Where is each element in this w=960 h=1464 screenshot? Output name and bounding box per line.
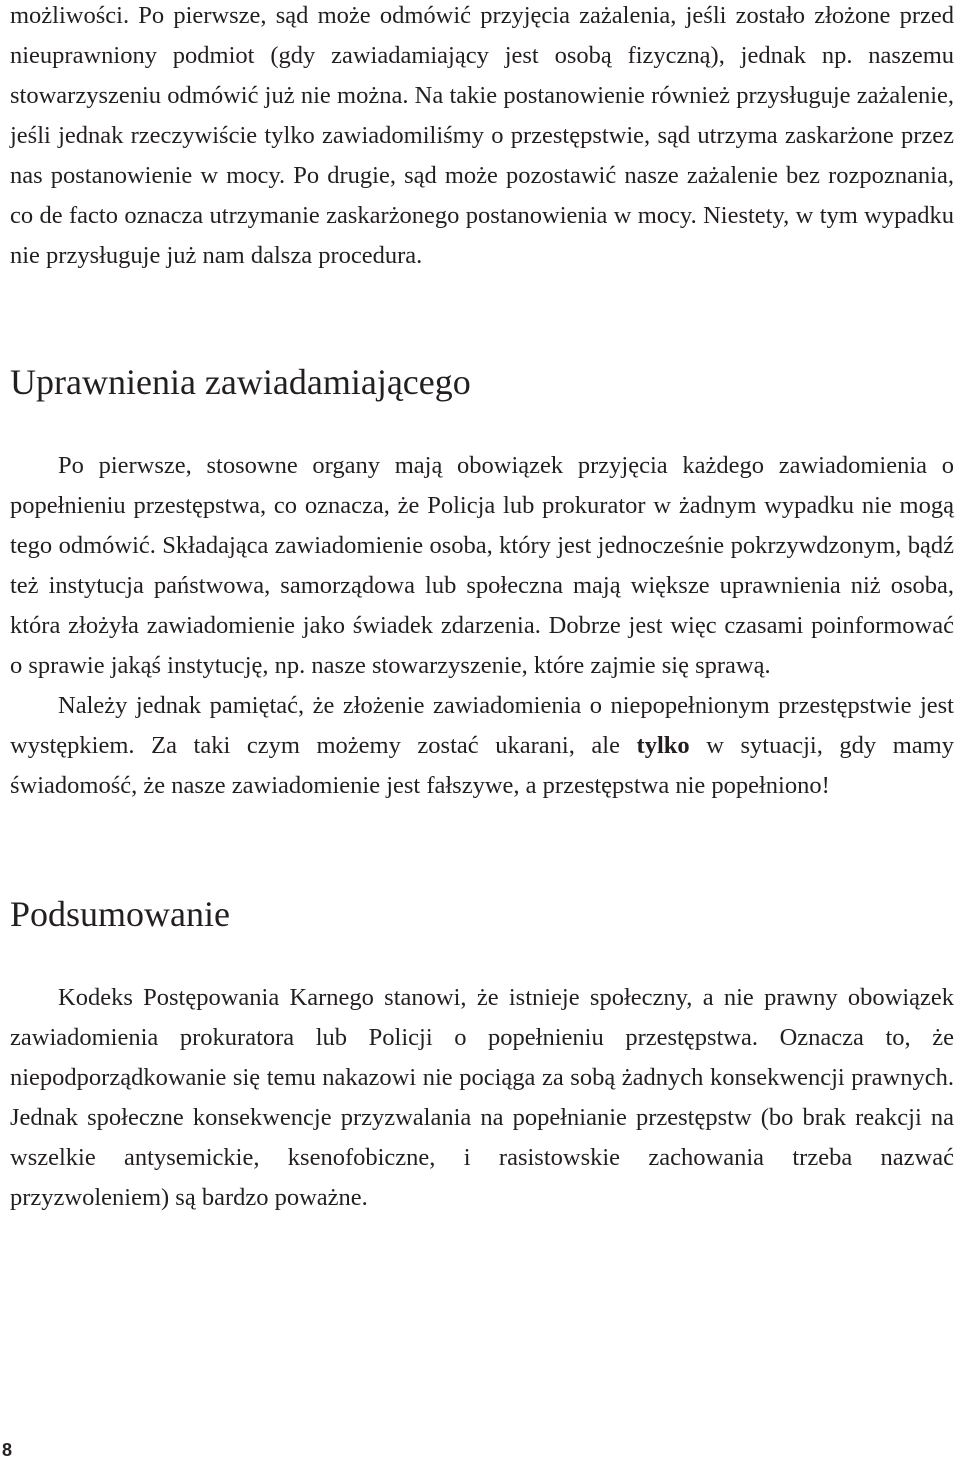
rights-paragraph-1: Po pierwsze, stosowne organy mają obowiązek przyjęcia każdego zawiadomienia o popełnieniu przestępstwa, co oznacza, że Policja lub prokurator w żadnym wypadku nie mogą tego odmówić. Składająca zawiadomienie osoba, który jest jednocześnie pokrzywdzonym, bądź też instytucja państwowa, samorządowa lub społeczna mają większe uprawnienia niż osoba, która złożyła zawiadomienie jako świadek zdarzenia. Dobrze jest więc czasami poinformować o sprawie jakąś instytucję, np. nasze stowarzyszenie, które zajmie się sprawą. bbox=[10, 452, 954, 679]
rights-paragraph-2-emphasis: tylko bbox=[636, 732, 690, 759]
heading-uprawnienia: Uprawnienia zawiadamiającego bbox=[10, 362, 471, 402]
page-number: 8 bbox=[2, 1440, 13, 1460]
page-body bbox=[10, 0, 954, 1218]
intro-paragraph: możliwości. Po pierwsze, sąd może odmówić przyjęcia zażalenia, jeśli zostało złożone przed nieuprawniony podmiot (gdy zawiadamiający jest osobą fizyczną), jednak np. naszemu stowarzyszeniu odmówić już nie można. Na takie postanowienie również przysługuje zażalenie, jeśli jednak rzeczywiście tylko zawiadomiliśmy o przestępstwie, sąd utrzyma zaskarżone przez nas postanowienie w mocy. Po drugie, sąd może pozostawić nasze zażalenie bez rozpoznania, co de facto oznacza utrzymanie zaskarżonego postanowienia w mocy. Niestety, w tym wypadku nie przysługuje już nam dalsza procedura. bbox=[10, 2, 954, 269]
rights-paragraph-2-text-a: Należy jednak pamiętać, że złożenie zawiadomienia o niepopełnionym przestępstwie jest występkiem. Za taki czym możemy zostać ukarani, ale bbox=[10, 692, 954, 759]
heading-podsumowanie: Podsumowanie bbox=[10, 894, 230, 934]
rights-paragraph-2-text-b: w sytuacji, gdy mamy świadomość, że nasze zawiadomienie jest fałszywe, a przestępstwa nie popełniono! bbox=[10, 732, 954, 799]
rights-paragraph-2 bbox=[10, 686, 954, 806]
summary-paragraph: Kodeks Postępowania Karnego stanowi, że istnieje społeczny, a nie prawny obowiązek zawiadomienia prokuratora lub Policji o popełnieniu przestępstwa. Oznacza to, że niepodporządkowanie się temu nakazowi nie pociąga za sobą żadnych konsekwencji prawnych. Jednak społeczne konsekwencje przyzwalania na popełnianie przestępstw (bo brak reakcji na wszelkie antysemickie, ksenofobiczne, i rasistowskie zachowania trzeba nazwać przyzwoleniem) są bardzo poważne. bbox=[10, 984, 954, 1211]
